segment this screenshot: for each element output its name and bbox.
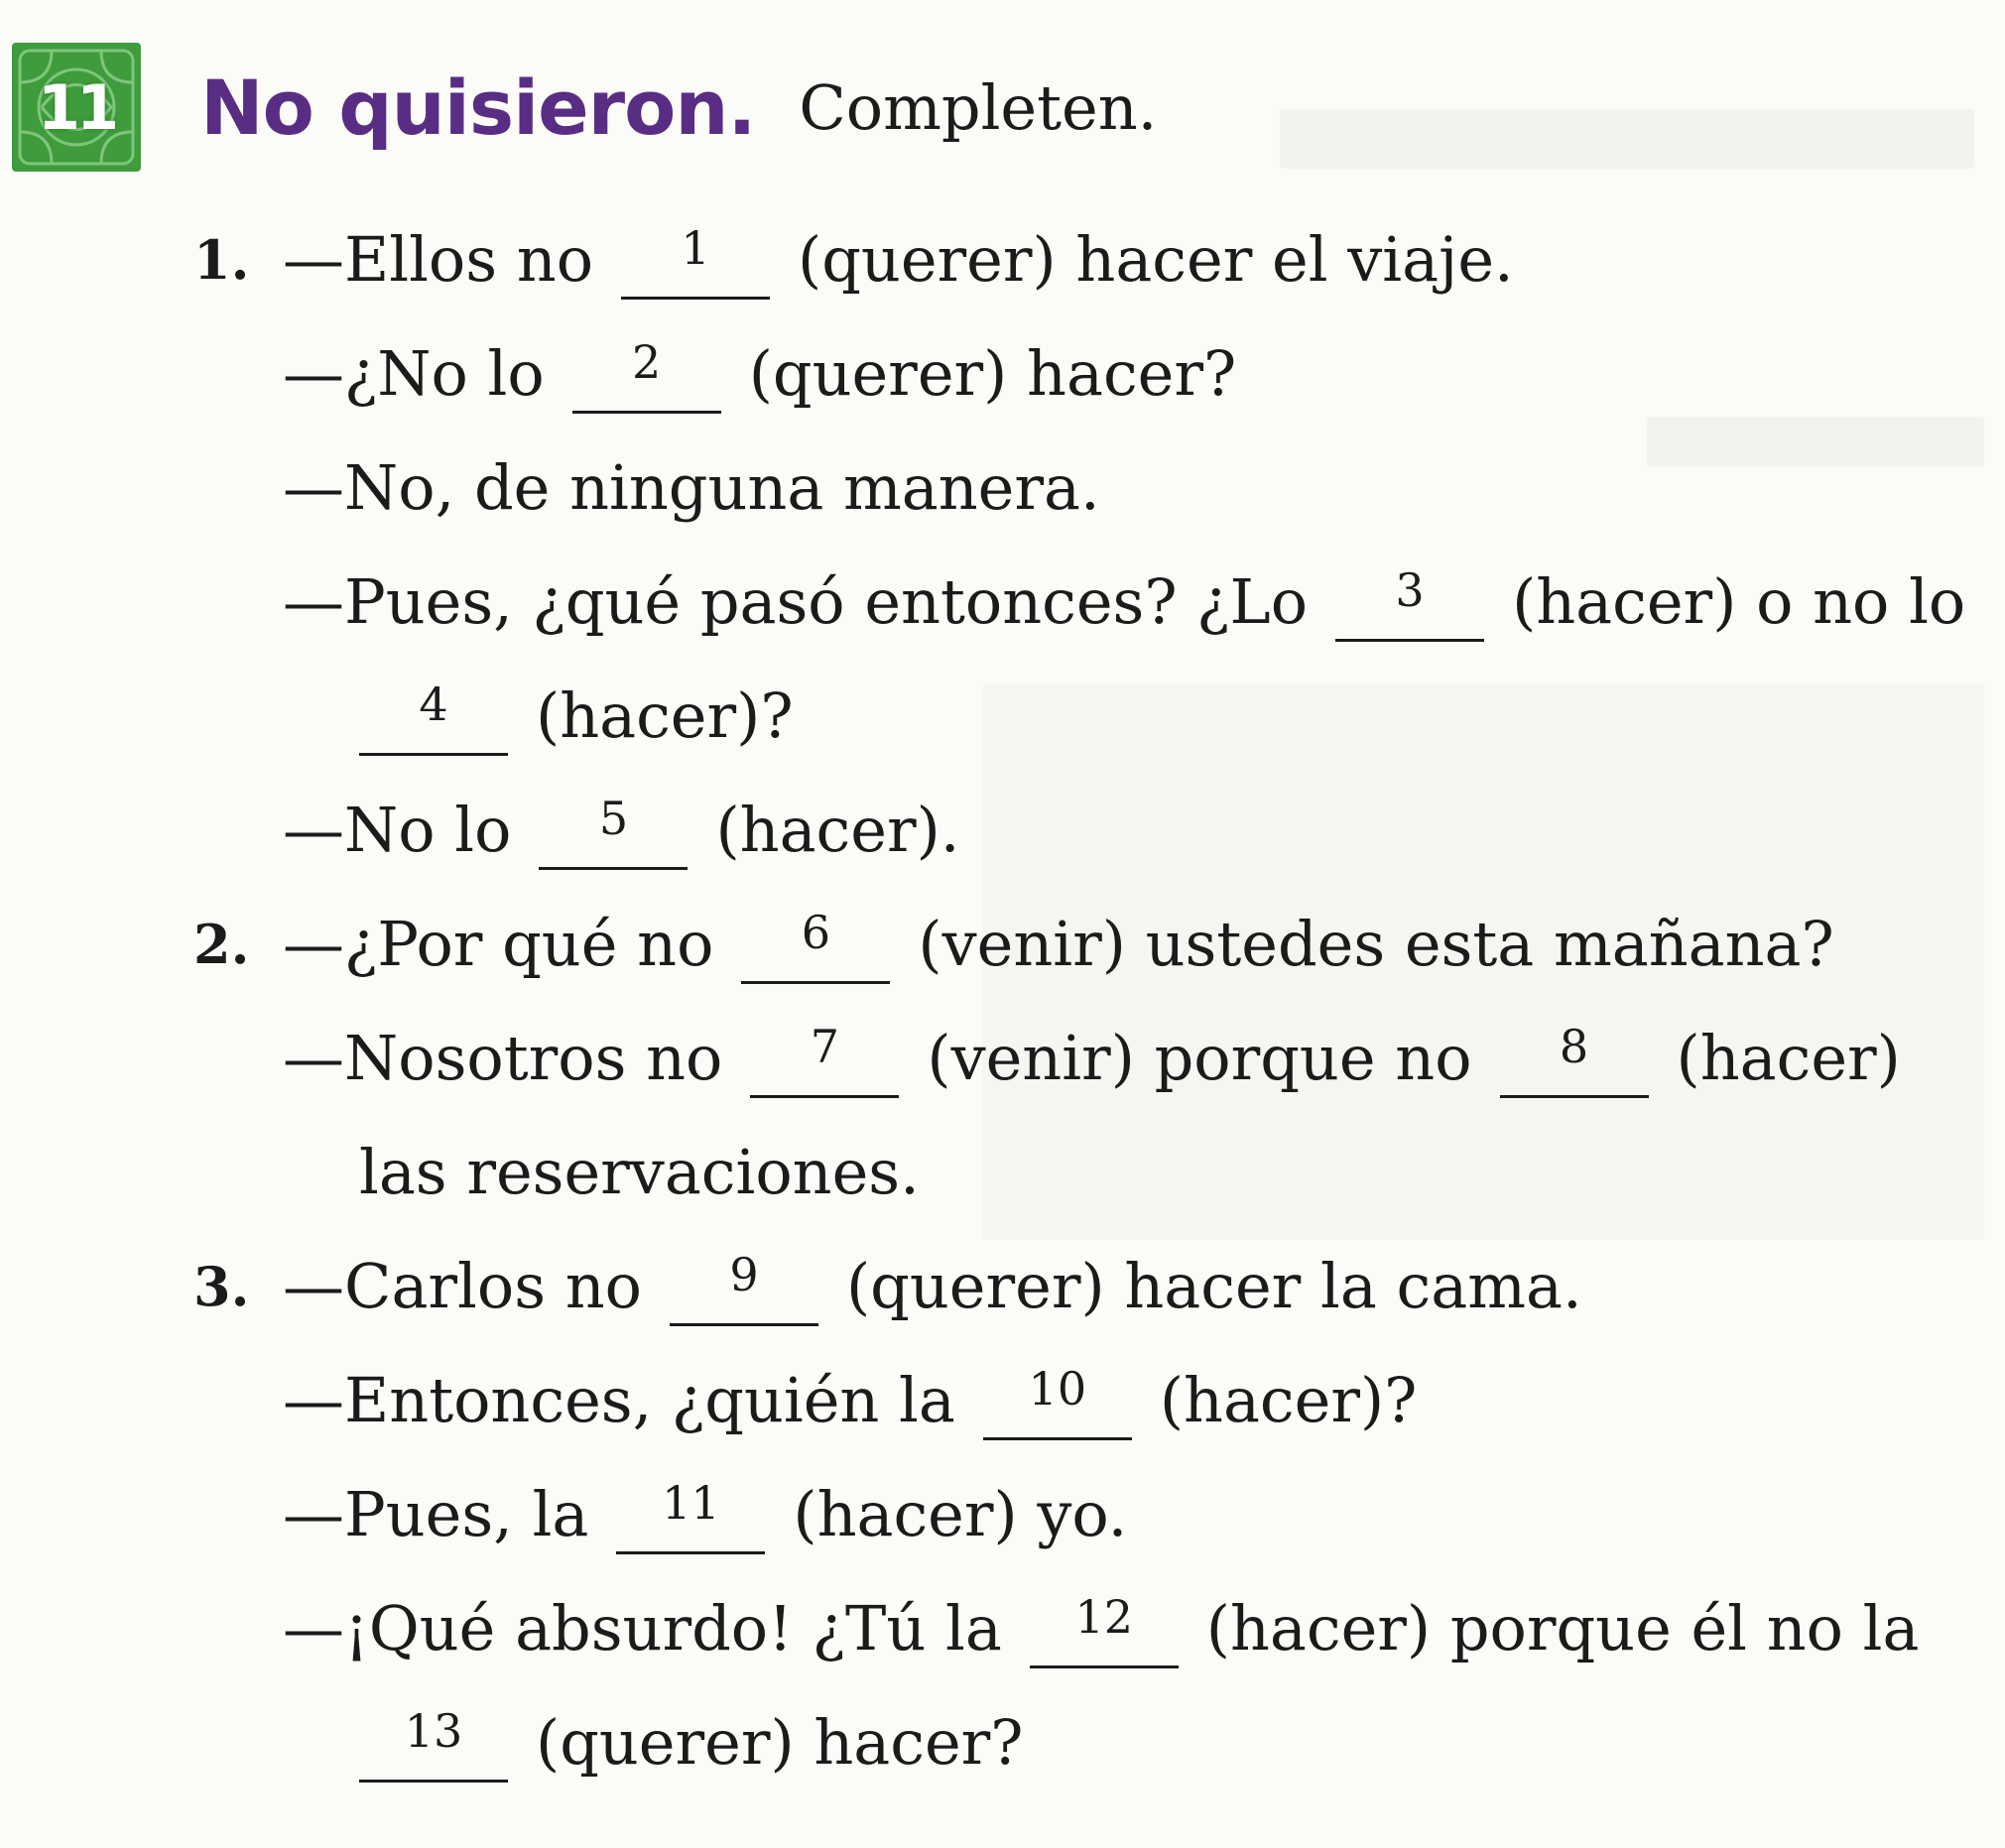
dialogue-line [283, 1589, 1919, 1668]
dialogue-line [283, 448, 1100, 528]
exercise-number: 11 [37, 70, 116, 144]
answer-blank[interactable] [1500, 1022, 1649, 1098]
answer-blank[interactable] [616, 1478, 765, 1554]
blank-number: 7 [810, 1020, 840, 1073]
blank-number: 2 [632, 335, 662, 389]
exercise-number-badge [12, 43, 141, 172]
blank-number: 9 [729, 1248, 759, 1301]
blank-number: 1 [681, 221, 710, 275]
answer-blank[interactable] [983, 1364, 1132, 1440]
dialogue-text: —Pues, la [283, 1478, 589, 1550]
answer-blank[interactable] [539, 794, 688, 870]
blank-number: 12 [1074, 1590, 1134, 1644]
dialogue-text: (querer) hacer? [748, 337, 1237, 410]
dialogue-text: —Carlos no [283, 1250, 642, 1322]
blank-number: 6 [801, 906, 831, 959]
item-number: 3. [193, 1255, 250, 1318]
blank-number: 11 [662, 1476, 720, 1530]
exercise-title: No quisieron. [200, 62, 756, 152]
answer-blank[interactable] [741, 908, 890, 984]
dialogue-line [283, 1247, 1582, 1326]
dialogue-text: (querer) hacer el viaje. [798, 223, 1514, 296]
blank-number: 5 [598, 792, 629, 845]
dialogue-text: —¿Por qué no [283, 908, 714, 980]
dialogue-text: —No lo [283, 794, 512, 866]
exercise-header [12, 38, 1157, 177]
answer-blank[interactable] [621, 223, 770, 300]
answer-blank[interactable] [572, 337, 721, 414]
dialogue-line [359, 677, 794, 756]
dialogue-text: (hacer) [1676, 1022, 1901, 1094]
dialogue-text: —Pues, ¿qué pasó entonces? ¿Lo [283, 565, 1309, 638]
dialogue-line [359, 1133, 920, 1212]
dialogue-text: —Nosotros no [283, 1022, 723, 1094]
blank-number: 4 [419, 678, 448, 731]
blank-number: 13 [404, 1704, 463, 1758]
answer-blank[interactable] [359, 1706, 508, 1783]
dialogue-line [283, 905, 1834, 984]
dialogue-text: las reservaciones. [359, 1136, 920, 1208]
dialogue-text: —¿No lo [283, 337, 545, 410]
dialogue-text: —Entonces, ¿quién la [283, 1364, 955, 1436]
dialogue-text: (querer) hacer la cama. [845, 1250, 1582, 1322]
dialogue-text: (querer) hacer? [536, 1706, 1024, 1779]
blank-number: 3 [1395, 563, 1425, 617]
dialogue-text: —No, de ninguna manera. [283, 451, 1100, 524]
dialogue-text: (hacer)? [536, 679, 794, 752]
dialogue-line [283, 1019, 1901, 1098]
item-number: 2. [193, 913, 250, 976]
dialogue-text: —Ellos no [283, 223, 594, 296]
dialogue-line [283, 220, 1514, 300]
item-number: 1. [193, 228, 250, 292]
blank-number: 10 [1028, 1362, 1087, 1416]
answer-blank[interactable] [1335, 565, 1484, 642]
dialogue-line [283, 334, 1236, 414]
exercise-instruction: Completen. [799, 70, 1158, 144]
dialogue-text: (venir) porque no [927, 1022, 1472, 1094]
dialogue-line [283, 562, 1965, 642]
dialogue-text: (venir) ustedes esta mañana? [918, 908, 1834, 980]
dialogue-text: (hacer)? [1159, 1364, 1418, 1436]
answer-blank[interactable] [359, 679, 508, 756]
dialogue-text: (hacer) porque él no la [1205, 1592, 1920, 1664]
answer-blank[interactable] [1030, 1592, 1179, 1668]
dialogue-text: (hacer) yo. [793, 1478, 1128, 1550]
dialogue-text: —¡Qué absurdo! ¿Tú la [283, 1592, 1002, 1664]
dialogue-text: (hacer). [715, 794, 960, 866]
dialogue-line [283, 791, 960, 870]
answer-blank[interactable] [750, 1022, 899, 1098]
dialogue-text: (hacer) o no lo [1512, 565, 1966, 638]
dialogue-line [359, 1703, 1024, 1783]
answer-blank[interactable] [670, 1250, 818, 1326]
blank-number: 8 [1559, 1020, 1589, 1073]
dialogue-line [283, 1475, 1127, 1554]
dialogue-line [283, 1361, 1417, 1440]
